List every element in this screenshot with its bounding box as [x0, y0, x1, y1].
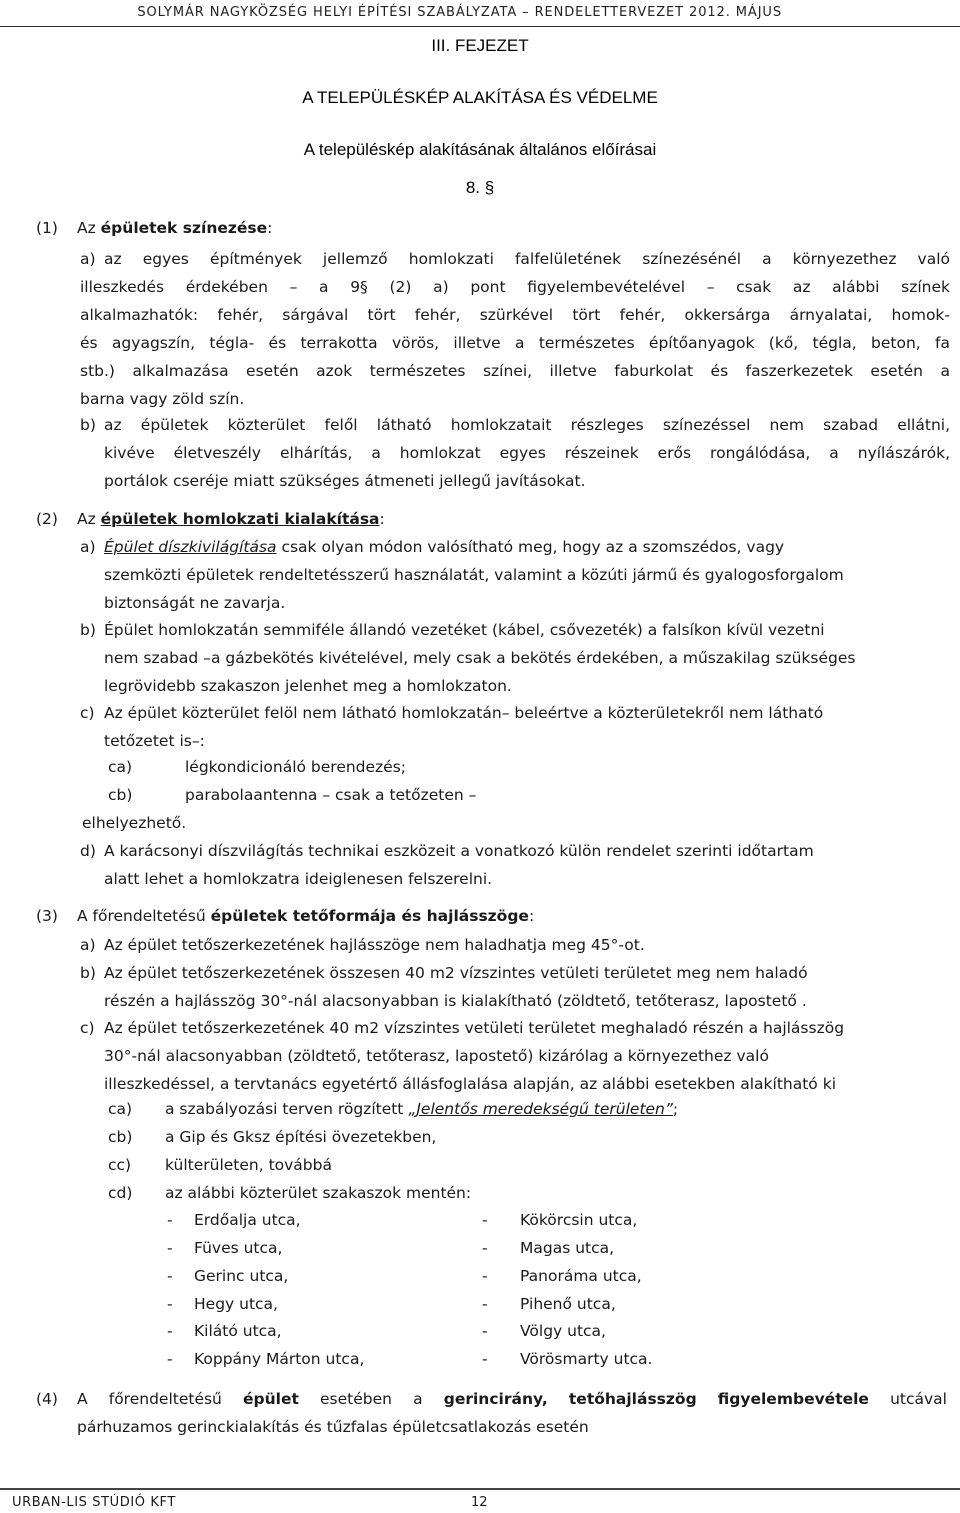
subitem-label: ca): [108, 758, 133, 776]
list-dash: -: [482, 1350, 488, 1368]
paragraph-3-title: [77, 907, 534, 925]
item-label: c): [80, 1019, 95, 1037]
subitem-suffix: ;: [672, 1100, 679, 1118]
paragraph-4-line-2: párhuzamos gerinckialakítás és tűzfalas épületcsatlakozás esetén: [77, 1418, 589, 1436]
paragraph-3-title-bold: épületek tetőformája és hajlásszöge: [210, 907, 529, 925]
text-line: legrövidebb szakaszon jelenhet meg a homlokzaton.: [104, 677, 512, 695]
subitem-label: cd): [108, 1184, 133, 1202]
paragraph-1-suffix: :: [267, 219, 273, 237]
paragraph-2-item-c: [80, 699, 950, 755]
item-text: [104, 616, 950, 700]
paragraph-2-item-d: [80, 837, 950, 893]
footer-company: URBAN-LIS STÚDIÓ KFT: [12, 1495, 176, 1510]
street-item: Gerinc utca,: [194, 1267, 289, 1285]
word: főrendeltetésű: [108, 1390, 222, 1408]
list-dash: -: [482, 1267, 488, 1285]
text-line: A karácsonyi díszvilágítás technikai eszközeit a vonatkozó külön rendelet szerinti időtartam: [104, 842, 814, 860]
item-label: b): [80, 964, 96, 982]
paragraph-1-item-b: [80, 411, 950, 495]
text-line: Az épület tetőszerkezetének 40 m2 vízszintes vetületi területet meghaladó részén a hajlásszög: [104, 1019, 845, 1037]
subitem-label: cc): [108, 1156, 132, 1174]
item-text: [80, 273, 950, 413]
list-dash: -: [482, 1322, 488, 1340]
page-header: [0, 0, 960, 27]
subitem-text: külterületen, továbbá: [165, 1156, 332, 1174]
item-text: [104, 837, 950, 893]
text-line: alkalmazhatók: fehér, sárgával tört fehér, szürkével tört fehér, okkersárga árnyalatai, homok-: [80, 306, 950, 324]
paragraph-3-item-c: [80, 1014, 950, 1098]
text-line: Épület homlokzatán semmiféle állandó vezetéket (kábel, csővezeték) a falsíkon kívül vezetni: [104, 621, 825, 639]
list-dash: -: [167, 1350, 173, 1368]
text-line: 30°-nál alacsonyabban (zöldtető, tetőterasz, lapostető) kizárólag a környezethez való: [104, 1047, 769, 1065]
street-item: Pihenő utca,: [520, 1295, 616, 1313]
subitem-text: légkondicionáló berendezés;: [185, 758, 407, 776]
emphasis-text: Épület díszkivilágítása: [104, 538, 277, 556]
paragraph-1-prefix: Az: [77, 219, 101, 237]
item-text: [104, 411, 950, 495]
item-label: a): [80, 936, 96, 954]
street-item: Hegy utca,: [194, 1295, 278, 1313]
text-line: illeszkedés érdekében – a 9§ (2) a) pont figyelembevételével – csak az alábbi színek: [80, 278, 950, 296]
list-dash: -: [167, 1322, 173, 1340]
subitem-label: ca): [108, 1100, 133, 1118]
paragraph-2-title: [77, 510, 385, 528]
item-label: c): [80, 704, 95, 722]
word-bold: gerincirány,: [443, 1390, 548, 1408]
paragraph-1-number: (1): [36, 219, 58, 237]
text-line: portálok cseréje miatt szükséges átmeneti jellegű javításokat.: [104, 472, 586, 490]
street-item: Kökörcsin utca,: [520, 1211, 638, 1229]
paragraph-3-suffix: :: [528, 907, 535, 925]
chapter-title: A TELEPÜLÉSKÉP ALAKÍTÁSA ÉS VÉDELME: [302, 88, 658, 107]
subitem-text: [165, 1100, 678, 1118]
paragraph-4-number: (4): [36, 1390, 58, 1408]
paragraph-3-number: (3): [36, 907, 58, 925]
word: esetében: [320, 1390, 392, 1408]
list-dash: -: [482, 1211, 488, 1229]
paragraph-4-line-1: [77, 1390, 947, 1408]
paragraph-3-item-b: [80, 959, 950, 1015]
item-label: a): [80, 250, 96, 268]
word: utcával: [890, 1390, 947, 1408]
paragraph-1-item-a: [80, 245, 950, 413]
subitem-prefix: a szabályozási terven rögzített: [165, 1100, 409, 1118]
street-item: Erdőalja utca,: [194, 1211, 301, 1229]
list-dash: -: [167, 1267, 173, 1285]
item-text: [104, 245, 950, 273]
subitem-text: az alábbi közterület szakaszok mentén:: [165, 1184, 472, 1202]
text-line: Az épület tetőszerkezetének hajlásszöge nem haladhatja meg 45°-ot.: [104, 936, 645, 954]
subitem-label: cb): [108, 1128, 133, 1146]
paragraph-2-title-bold: épületek homlokzati kialakítása: [100, 510, 380, 528]
item-text: [104, 533, 950, 617]
text-line: szemközti épületek rendeltetésszerű használatát, valamint a közúti jármű és gyalogosforgalom: [104, 566, 844, 584]
text-line: Az épület közterület felöl nem látható homlokzatán– beleértve a közterületekről nem látható: [104, 704, 824, 722]
chapter-number: III. FEJEZET: [431, 36, 529, 55]
text-rest: csak olyan módon valósítható meg, hogy az a szomszédos, vagy: [276, 538, 785, 556]
street-item: Füves utca,: [194, 1239, 283, 1257]
item-text: [104, 699, 950, 755]
text-line: Az épület tetőszerkezetének összesen 40 m2 vízszintes vetületi területet meg nem haladó: [104, 964, 808, 982]
street-item: Kilátó utca,: [194, 1322, 282, 1340]
street-item: Vörösmarty utca.: [520, 1350, 653, 1368]
word-bold: figyelembevétele: [717, 1390, 869, 1408]
paragraph-3-prefix: A főrendeltetésű: [77, 907, 211, 925]
paragraph-2-suffix: :: [379, 510, 385, 528]
paragraph-1-title-bold: épületek színezése: [100, 219, 268, 237]
item-tail-text: elhelyezhető.: [82, 814, 187, 832]
list-dash: -: [482, 1239, 488, 1257]
section-number: 8. §: [465, 178, 495, 197]
item-text: [104, 959, 950, 1015]
paragraph-2-number: (2): [36, 510, 58, 528]
street-item: Völgy utca,: [520, 1322, 606, 1340]
paragraph-3-item-a: [80, 931, 950, 959]
item-text: [104, 931, 950, 959]
chapter-subtitle: A településkép alakításának általános előírásai: [303, 140, 657, 159]
paragraph-2-item-b: [80, 616, 950, 700]
word-bold: tetőhajlásszög: [568, 1390, 697, 1408]
word-bold: épület: [243, 1390, 299, 1408]
text-line: illeszkedéssel, a tervtanács egyetértő állásfoglalása alapján, az alábbi esetekben alakítható ki: [104, 1075, 837, 1093]
paragraph-2-prefix: Az: [77, 510, 101, 528]
text-line: tetőzetet is–:: [104, 732, 205, 750]
text-line: részén a hajlásszög 30°-nál alacsonyabban is kialakítható (zöldtető, tetőterasz, lapostető .: [104, 992, 807, 1010]
item-label: b): [80, 416, 96, 434]
subitem-text: parabolaantenna – csak a tetőzeten –: [185, 786, 477, 804]
paragraph-1-title: [77, 219, 272, 237]
text-line: az épületek közterület felől látható homlokzatait részleges színezéssel nem szabad ellátni,: [104, 416, 950, 434]
text-line: barna vagy zöld szín.: [80, 390, 245, 408]
text-line: kivéve életveszély elhárítás, a homlokzat egyes részeinek erős rongálódása, a nyílászárók,: [104, 444, 950, 462]
item-label: b): [80, 621, 96, 639]
text-line: alatt lehet a homlokzatra ideiglenesen felszerelni.: [104, 870, 493, 888]
item-label: a): [80, 538, 96, 556]
street-item: Panoráma utca,: [520, 1267, 642, 1285]
page-number: 12: [471, 1495, 488, 1510]
item-label: d): [80, 842, 96, 860]
subitem-text: a Gip és Gksz építési övezetekben,: [165, 1128, 437, 1146]
paragraph-2-item-a: [80, 533, 950, 617]
text-line: stb.) alkalmazása esetén azok természetes színei, illetve faburkolat és faszerkezetek esetén a: [80, 362, 950, 380]
list-dash: -: [167, 1211, 173, 1229]
list-dash: -: [482, 1295, 488, 1313]
text-line: [104, 533, 950, 561]
word: A: [77, 1390, 88, 1408]
street-item: Koppány Márton utca,: [194, 1350, 365, 1368]
text-line: biztonságát ne zavarja.: [104, 594, 286, 612]
text-line: az egyes építmények jellemző homlokzati falfelületének színezésénél a környezethez való: [104, 250, 950, 268]
text-line: és agyagszín, tégla- és terrakotta vörös, illetve a természetes építőanyagok (kő, tégla, beton, fa: [80, 334, 950, 352]
street-item: Magas utca,: [520, 1239, 615, 1257]
list-dash: -: [167, 1239, 173, 1257]
footer-divider: [0, 1488, 960, 1490]
item-text: [104, 1014, 950, 1098]
subitem-label: cb): [108, 786, 133, 804]
word: a: [413, 1390, 423, 1408]
list-dash: -: [167, 1295, 173, 1313]
emphasis-text: „Jelentős meredekségű területen”: [408, 1100, 673, 1118]
text-line: nem szabad –a gázbekötés kivételével, mely csak a bekötés érdekében, a műszakilag szükséges: [104, 649, 856, 667]
header-text: SOLYMÁR NAGYKÖZSÉG HELYI ÉPÍTÉSI SZABÁLYZATA – RENDELETTERVEZET 2012. MÁJUS: [137, 5, 782, 20]
